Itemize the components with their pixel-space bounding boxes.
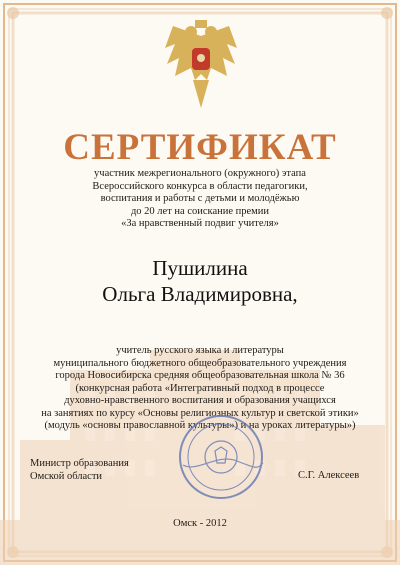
coat-of-arms-emblem xyxy=(161,18,241,118)
description-line: (модуль «основы православной культуры») и на уроках литературы») xyxy=(44,420,356,431)
description-line: (конкурсная работа «Интегративный подход в процессе xyxy=(75,382,325,394)
intro-line: воспитания и работы с детьми и молодёжью xyxy=(100,193,300,204)
intro-line: «За нравственный подвиг учителя» xyxy=(121,218,279,229)
place-and-year: Омск - 2012 xyxy=(173,518,227,529)
description-line: муниципального бюджетного общеобразовательного учреждения xyxy=(53,357,347,369)
description-line: города Новосибирска средняя общеобразовательная школа № 36 xyxy=(55,370,345,381)
official-stamp xyxy=(177,413,265,501)
certificate-intro xyxy=(0,168,400,231)
description-line: духовно-нравственного воспитания и образования учащихся xyxy=(64,395,336,406)
signatory-title xyxy=(30,458,129,483)
signatory-title-line: Омской области xyxy=(30,470,103,482)
description-line: учитель русского языка и литературы xyxy=(116,345,284,356)
intro-line: Всероссийского конкурса в области педагогики, xyxy=(92,180,308,192)
signatory-name: С.Г. Алексеев xyxy=(298,470,360,481)
certificate-title: СЕРТИФИКАТ xyxy=(63,127,337,168)
intro-line: до 20 лет на соискание премии xyxy=(130,205,270,217)
intro-line: участник межрегионального (окружного) этапа xyxy=(94,168,306,179)
description-line: на занятиях по курсу «Основы религиозных культур и светской этики» xyxy=(41,407,359,419)
recipient-name xyxy=(0,255,400,307)
recipient-surname: Пушилина xyxy=(152,256,248,280)
recipient-given-names: Ольга Владимировна, xyxy=(102,282,298,306)
signatory-title-line: Министр образования xyxy=(30,458,129,469)
